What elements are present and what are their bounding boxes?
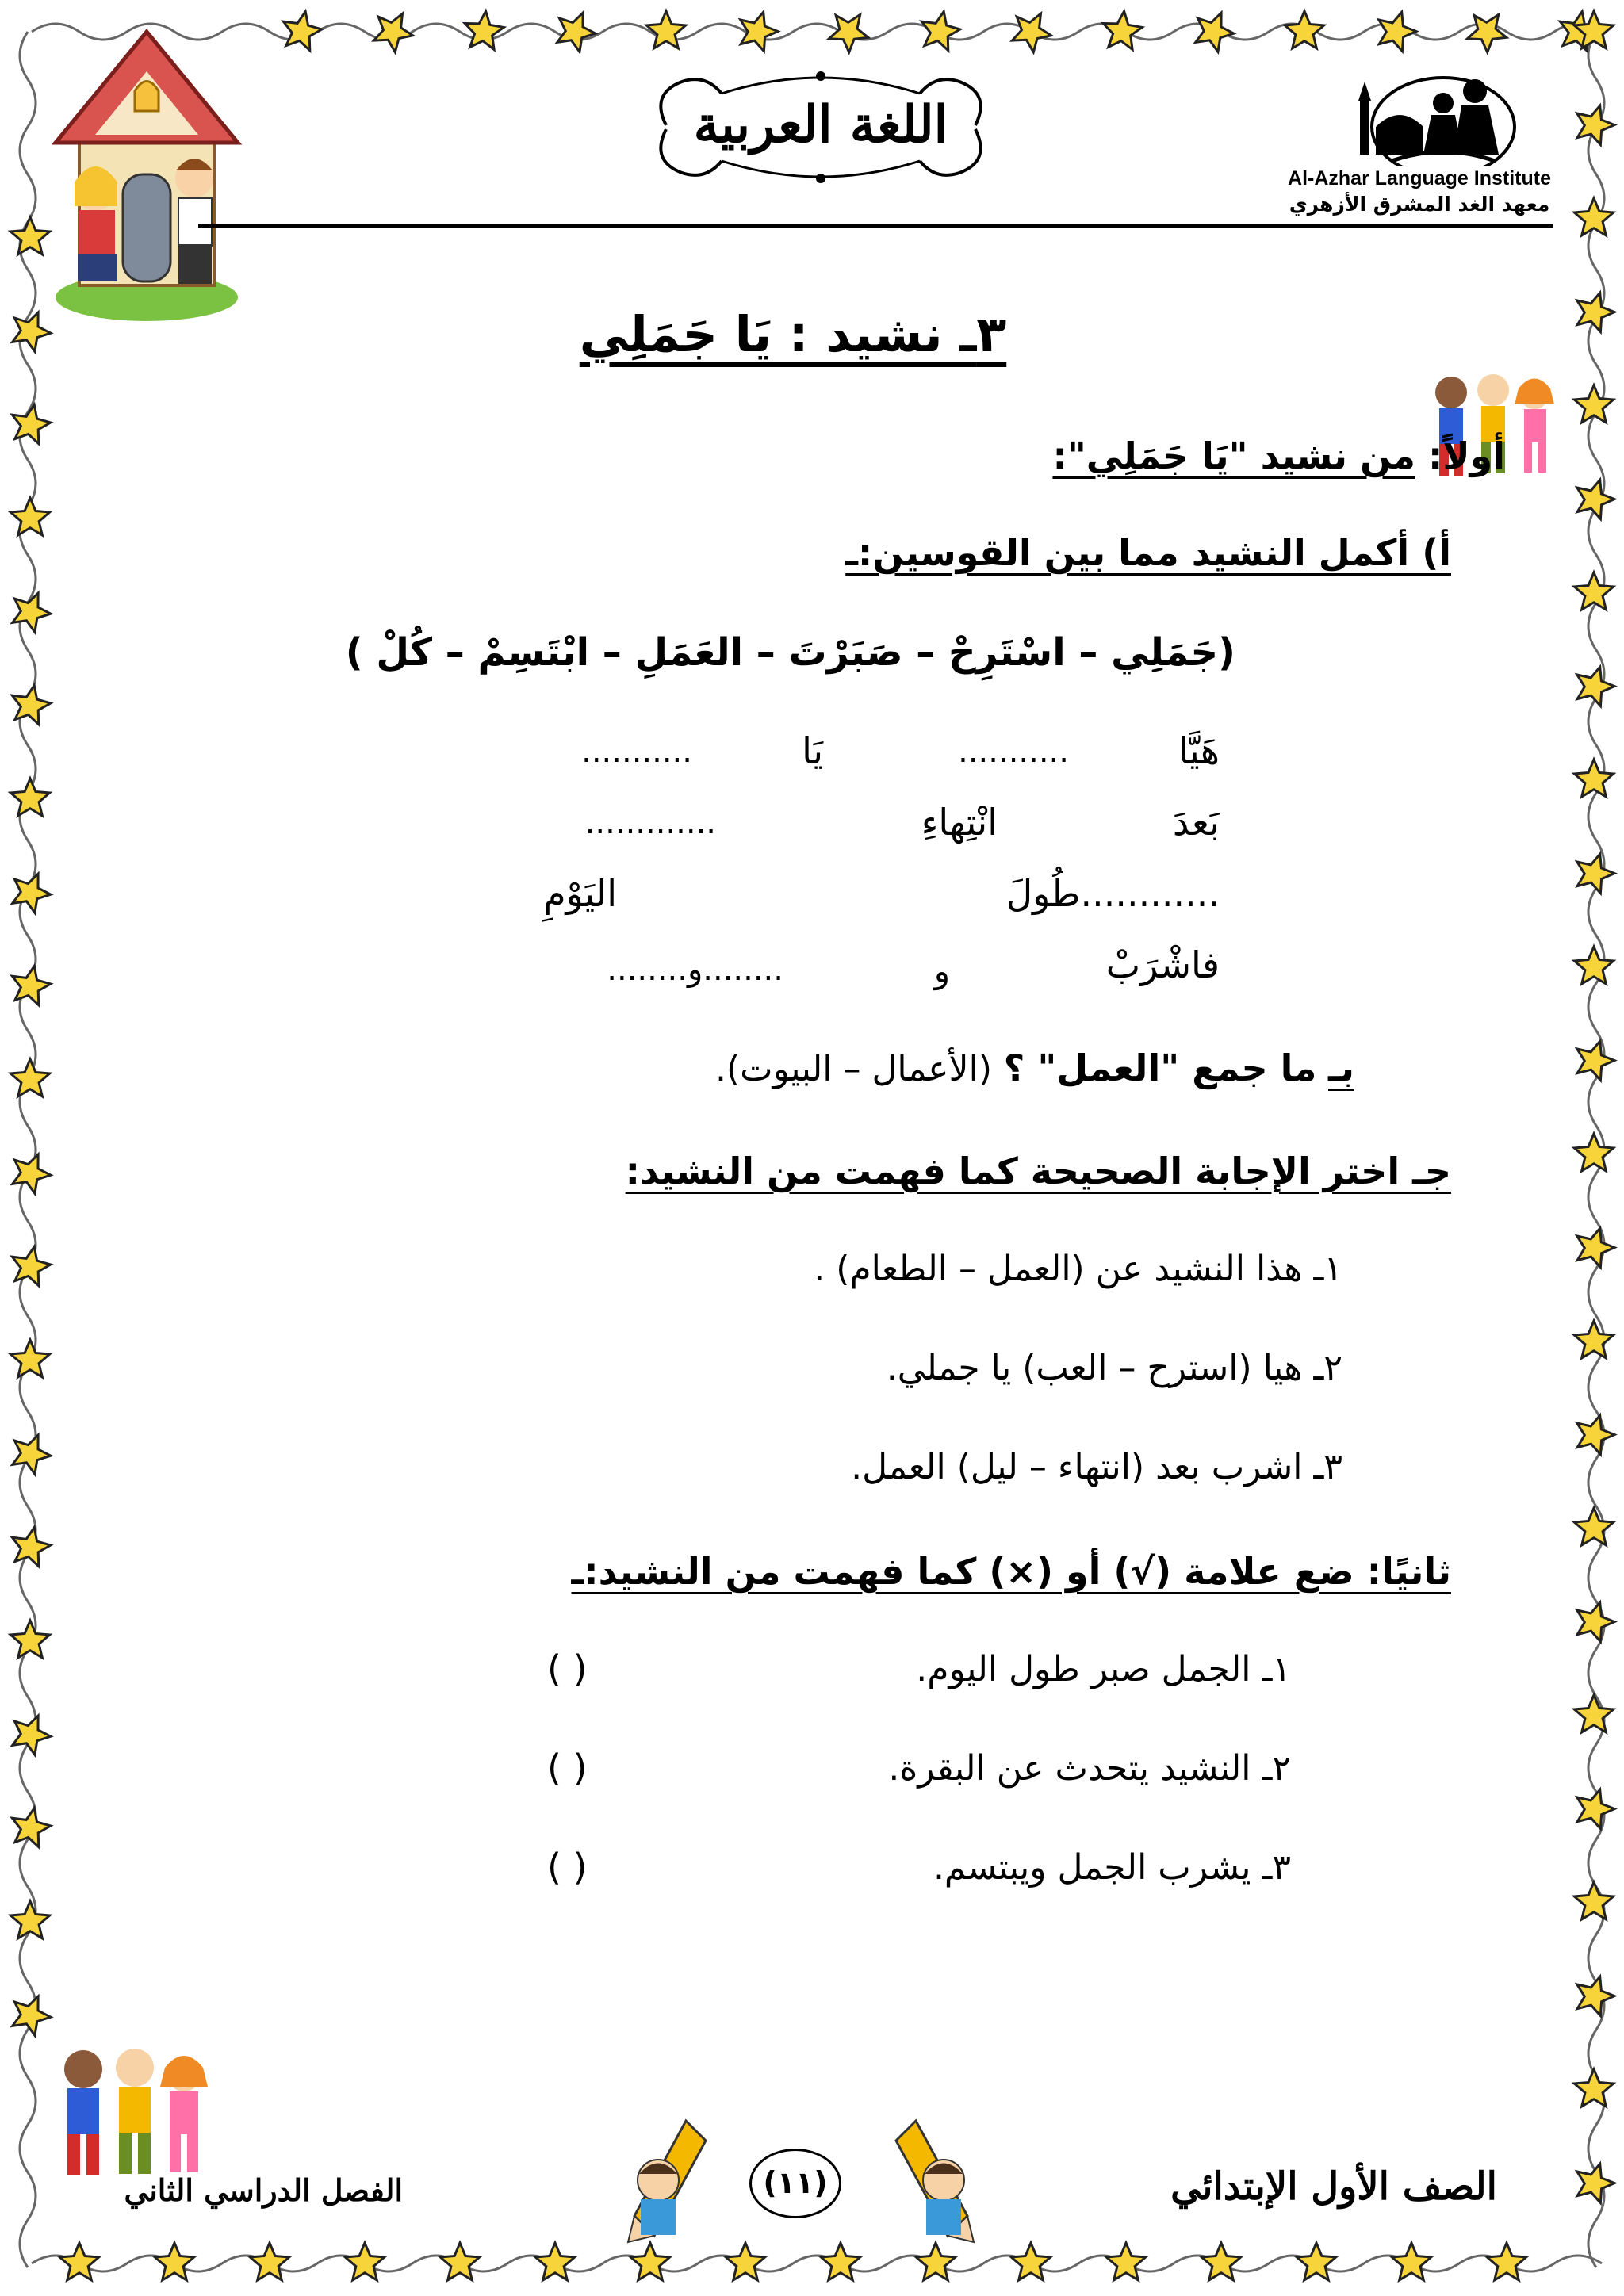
section2-answer-box-2[interactable]: ( ) xyxy=(547,1747,588,1789)
term-label: الفصل الدراسي الثاني xyxy=(124,2172,403,2208)
border-star-icon xyxy=(10,1621,49,1658)
border-star-icon xyxy=(10,1340,49,1377)
poem-r2-c2: انْتِهاءِ xyxy=(921,801,998,844)
institute-name-en: Al-Azhar Language Institute xyxy=(1288,167,1551,189)
pencil-boy-right-icon xyxy=(880,2117,991,2244)
border-star-icon xyxy=(12,1808,50,1847)
border-star-icon xyxy=(1103,11,1142,49)
border-star-icon xyxy=(1379,12,1416,51)
section2-item-2: ٢ـ النشيد يتحدث عن البقرة. xyxy=(888,1748,1291,1789)
part-a-label: أ) أكمل النشيد مما بين القوسين:ـ xyxy=(845,531,1451,574)
border-star-icon xyxy=(13,1996,51,2035)
border-star-icon xyxy=(13,1716,51,1755)
poem-r2-c3-blank[interactable]: ............. xyxy=(584,805,716,841)
poem-r1-c3: يَا xyxy=(802,729,823,772)
border-star-icon xyxy=(1574,1134,1613,1171)
lesson-title: ٣ـ نشيد : يَا جَمَلِي xyxy=(579,305,1007,363)
border-star-icon xyxy=(1577,1228,1614,1267)
border-star-icon xyxy=(13,1435,51,1474)
border-star-icon xyxy=(12,1247,50,1286)
border-star-icon xyxy=(921,12,959,51)
part-b-options: (الأعمال – البيوت). xyxy=(715,1049,993,1089)
border-star-icon xyxy=(1577,1789,1614,1828)
border-star-icon xyxy=(465,11,504,49)
section2-answer-box-3[interactable]: ( ) xyxy=(547,1846,588,1888)
border-star-icon xyxy=(1574,1695,1613,1732)
border-star-icon xyxy=(59,2243,98,2280)
border-star-icon xyxy=(13,1154,51,1193)
border-star-icon xyxy=(1574,947,1613,984)
border-star-icon xyxy=(1487,2243,1526,2280)
border-star-icon xyxy=(10,1059,49,1096)
border-star-icon xyxy=(12,966,50,1005)
poem-r3-c2: اليَوْمِ xyxy=(543,872,617,915)
section1-heading-text: من نشيد "يَا جَمَلِي": xyxy=(1052,434,1415,477)
poem-r4-c3-blank[interactable]: ........و........ xyxy=(607,951,783,988)
border-star-icon xyxy=(1577,293,1614,331)
border-star-icon xyxy=(1577,105,1614,144)
page-number: (١١) xyxy=(749,2149,841,2218)
pencil-boy-left-icon xyxy=(611,2117,722,2244)
section1-heading xyxy=(1052,434,1505,477)
border-star-icon xyxy=(1392,2243,1431,2280)
section2-heading: ثانيًا: ضع علامة (√) أو (×) كما فهمت من النشيد:ـ xyxy=(571,1550,1451,1593)
border-star-icon xyxy=(374,13,413,52)
border-star-icon xyxy=(1106,2243,1145,2280)
border-star-icon xyxy=(12,686,50,725)
border-star-icon xyxy=(1468,15,1507,53)
part-c-label: جـ اختر الإجابة الصحيحة كما فهمت من النشيد: xyxy=(625,1150,1451,1192)
border-star-icon xyxy=(630,2243,669,2280)
poem-r4-c2: و xyxy=(933,951,950,990)
part-c-item-1: ١ـ هذا النشيد عن (العمل – الطعام) . xyxy=(814,1249,1342,1289)
institute-name-ar: معهد الغد المشرق الأزهري xyxy=(1289,193,1550,216)
border-star-icon xyxy=(12,1528,50,1567)
border-star-icon xyxy=(155,2243,193,2280)
border-star-icon xyxy=(821,2243,860,2280)
poem-r1-c4-blank[interactable]: ........... xyxy=(581,733,692,770)
poem-r1-c2-blank[interactable]: ........... xyxy=(958,733,1069,770)
poem-r4-c1: فاشْرَبْ xyxy=(1105,943,1220,986)
border-star-icon xyxy=(1574,2069,1613,2107)
border-star-icon xyxy=(1577,1041,1614,1080)
border-star-icon xyxy=(1196,13,1234,52)
part-c-item-2: ٢ـ هيا (استرح – العب) يا جملي. xyxy=(886,1348,1342,1388)
part-b-label: بـ xyxy=(1328,1047,1354,1089)
word-bank: (جَمَلِي – اسْتَرِحْ – صَبَرْتَ – العَمَلِ – ابْتَسِمْ – كُلْ ) xyxy=(345,630,1235,675)
border-star-icon xyxy=(829,15,868,53)
border-star-icon xyxy=(13,312,51,351)
border-star-icon xyxy=(12,405,50,444)
border-star-icon xyxy=(535,2243,574,2280)
border-star-icon xyxy=(1577,1415,1614,1454)
border-star-icon xyxy=(1201,2243,1240,2280)
poem-r2-c1: بَعدَ xyxy=(1172,801,1220,844)
border-star-icon xyxy=(13,874,51,913)
border-star-icon xyxy=(1574,1882,1613,1919)
part-b-question: ما جمع "العمل" ؟ xyxy=(1003,1047,1317,1089)
children-illustration-footer xyxy=(48,2038,214,2188)
border-star-icon xyxy=(646,11,685,48)
section2-item-3: ٣ـ يشرب الجمل ويبتسم. xyxy=(933,1847,1291,1888)
subject-title: اللغة العربية xyxy=(693,95,948,155)
border-star-icon xyxy=(1577,2164,1614,2202)
part-b-line xyxy=(715,1047,1354,1089)
border-star-icon xyxy=(557,13,596,52)
border-star-icon xyxy=(1013,13,1051,52)
border-star-icon xyxy=(345,2243,384,2280)
border-star-icon xyxy=(1577,1976,1614,2015)
grade-label: الصف الأول الإبتدائي xyxy=(1170,2164,1497,2209)
border-star-icon xyxy=(10,779,49,816)
border-star-icon xyxy=(440,2243,479,2280)
institute-logo xyxy=(1273,67,1566,226)
border-star-icon xyxy=(1297,2243,1335,2280)
border-star-icon xyxy=(13,593,51,632)
subject-banner xyxy=(634,62,1007,193)
border-vine xyxy=(32,24,1602,40)
border-star-icon xyxy=(1574,198,1613,235)
section1-prefix: أولاً: xyxy=(1427,434,1505,477)
border-star-icon xyxy=(1285,11,1323,48)
border-star-icon xyxy=(10,498,49,535)
section2-answer-box-1[interactable]: ( ) xyxy=(547,1647,588,1690)
mosque-children-logo-icon xyxy=(1273,67,1566,166)
header-divider xyxy=(198,224,1553,228)
border-star-icon xyxy=(1577,1602,1614,1641)
border-star-icon xyxy=(1574,1508,1613,1545)
border-star-icon xyxy=(10,217,49,254)
border-star-icon xyxy=(1577,480,1614,519)
part-c-item-3: ٣ـ اشرب بعد (انتهاء – ليل) العمل. xyxy=(851,1447,1342,1487)
border-star-icon xyxy=(916,2243,955,2280)
border-star-icon xyxy=(1011,2243,1050,2280)
border-star-icon xyxy=(1577,854,1614,893)
border-star-icon xyxy=(1574,760,1613,797)
border-star-icon xyxy=(283,12,321,51)
border-star-icon xyxy=(250,2243,289,2280)
section2-item-1: ١ـ الجمل صبر طول اليوم. xyxy=(916,1649,1291,1689)
poem-r3-c1-blank[interactable]: ............طُولَ xyxy=(1005,872,1220,915)
border-star-icon xyxy=(1574,1321,1613,1358)
border-star-icon xyxy=(1577,667,1614,706)
border-star-icon xyxy=(726,2243,764,2280)
poem-r1-c1: هَيَّا xyxy=(1178,729,1220,772)
school-house-illustration xyxy=(48,16,246,325)
